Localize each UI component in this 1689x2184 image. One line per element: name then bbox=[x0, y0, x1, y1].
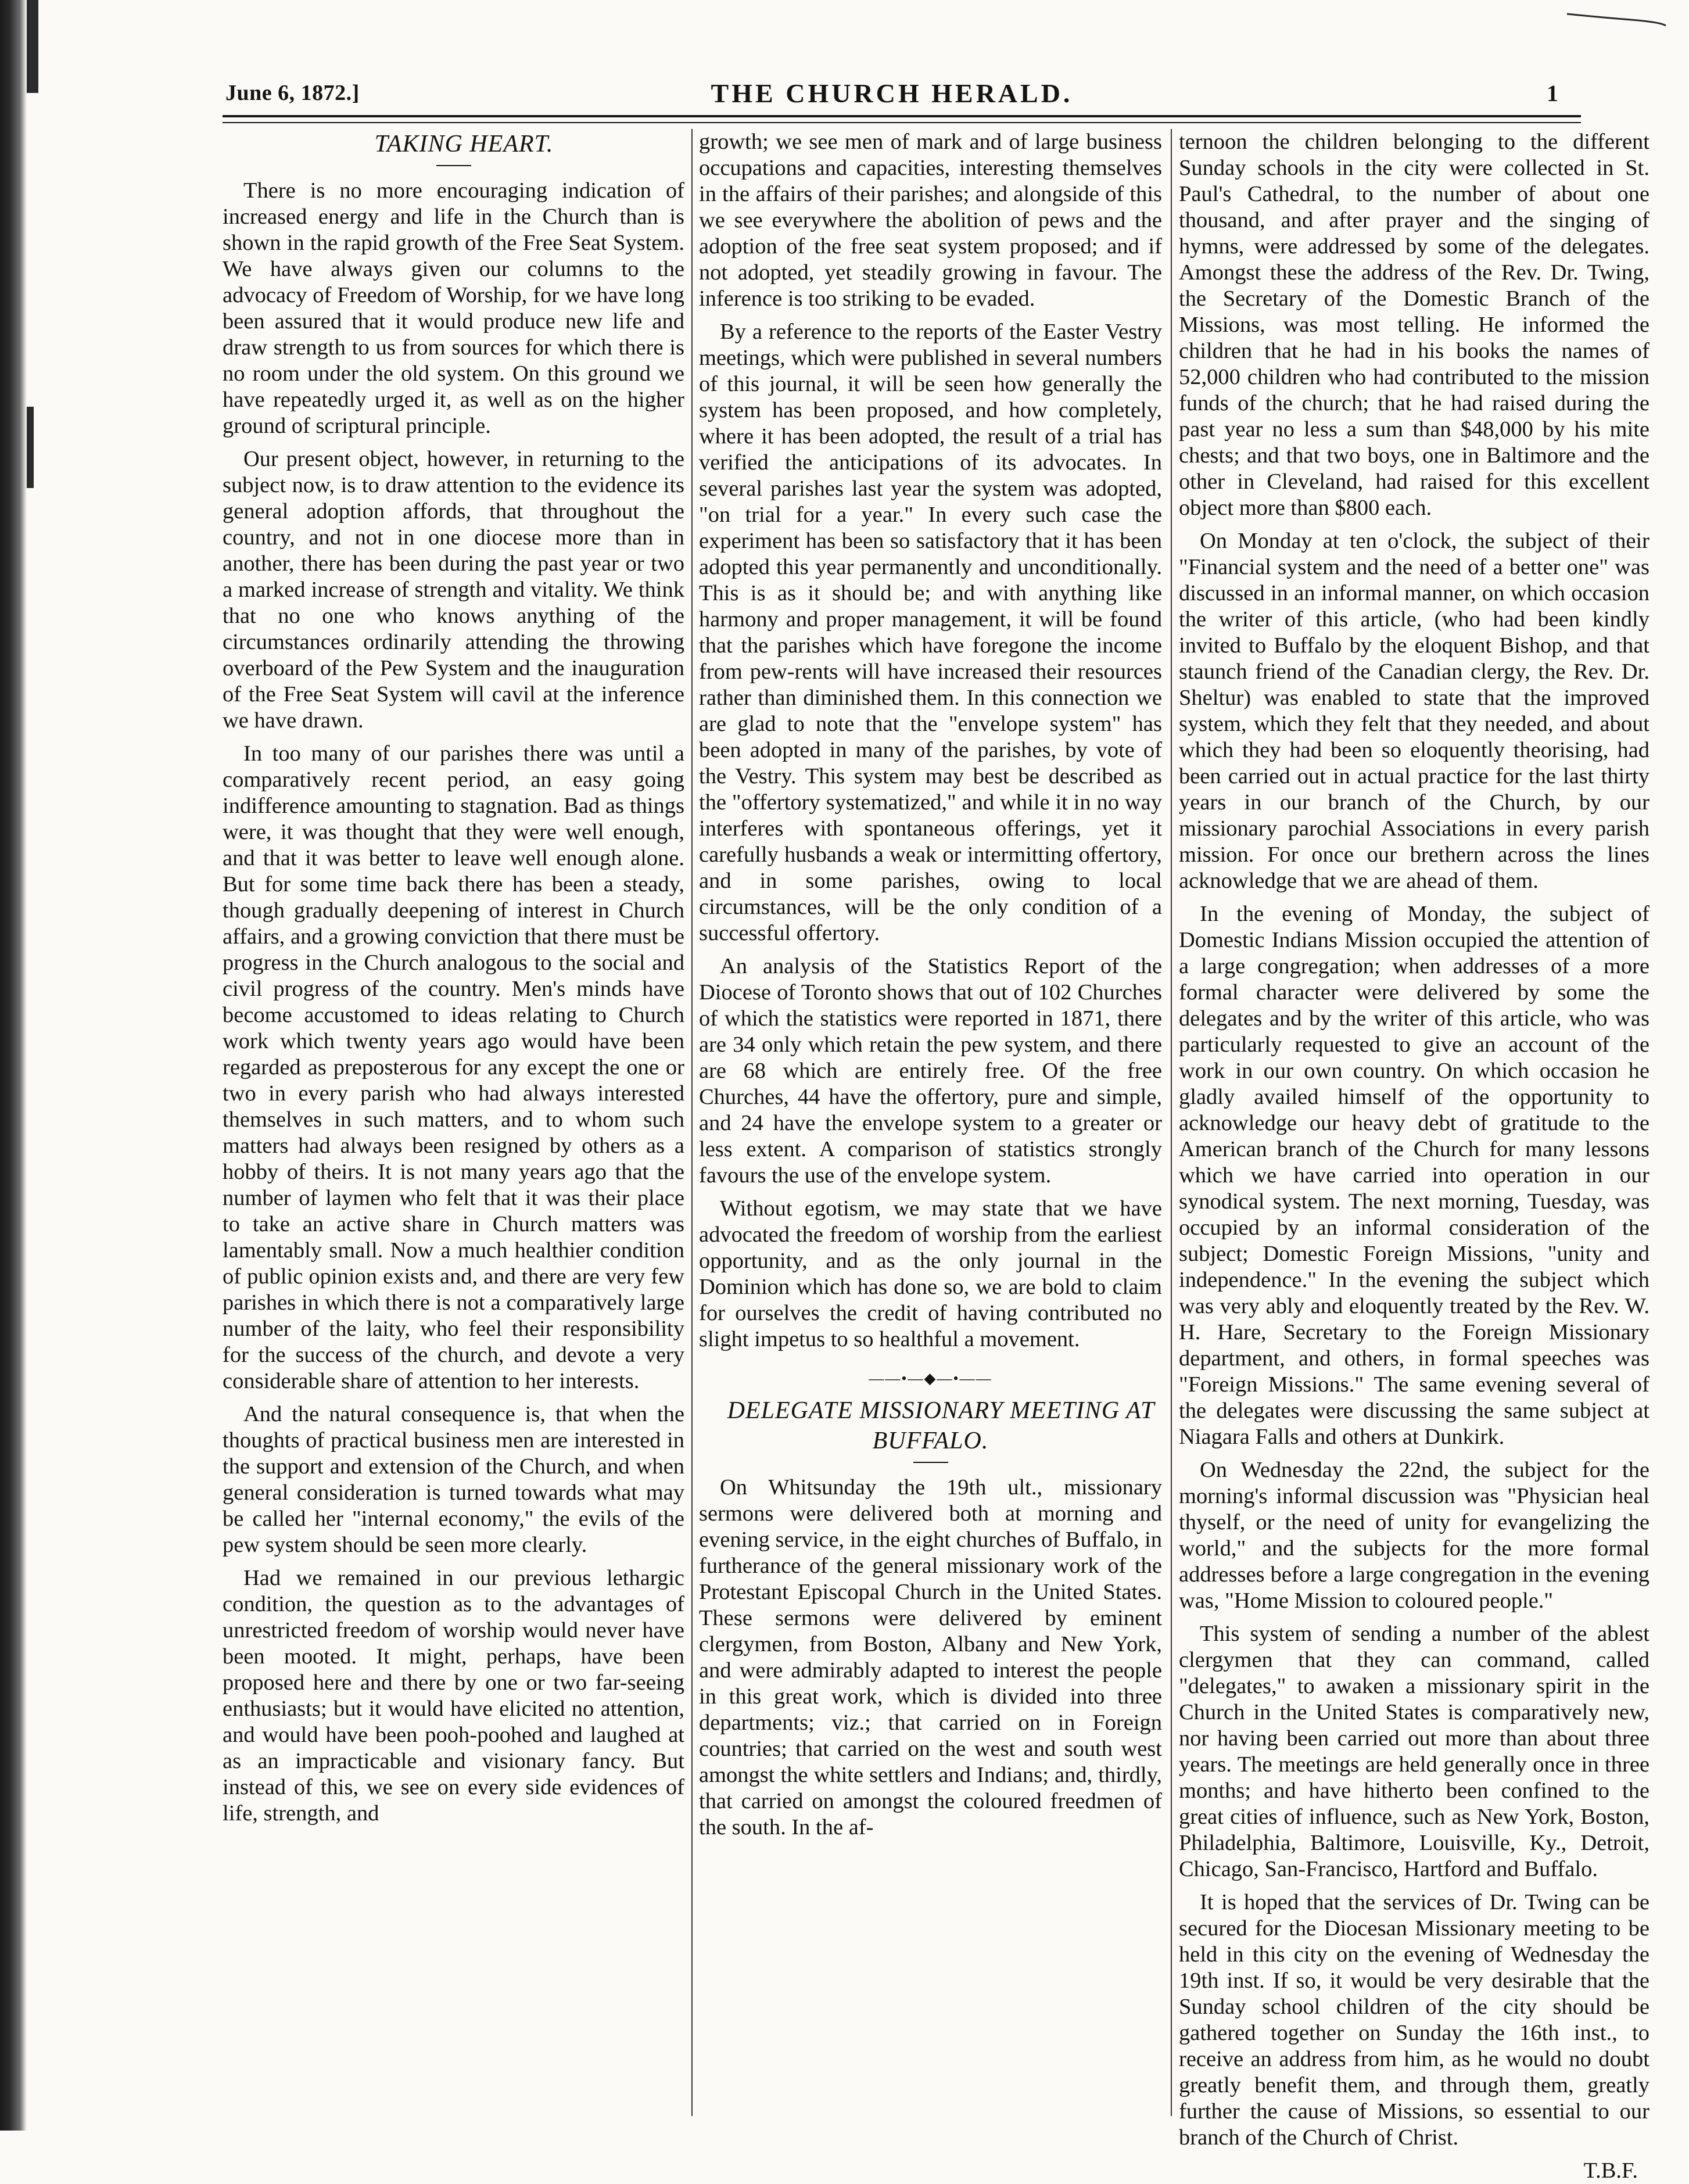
paragraph: In the evening of Monday, the subject of Domestic Indians Mission occupied the attention of a large congregation; when addresses of a more formal character were delivered by some the delegates and by the writer of this article, who was particularly requested to give an account of the work in our own country. On which occasion he gladly availed himself of the opportunity to acknowledge our heavy debt of gratitude to the American branch of the Church for many lessons which we have carried into operation in our synodical system. The next morning, Tuesday, was occupied by an informal consideration of the subject; Domestic Foreign Missions, "unity and independence." In the evening the subject which was very ably and eloquently treated by the Rev. W. H. Hare, Secretary to the Foreign Missionary department, and others, in formal speeches was "Foreign Missions." The same evening several of the delegates were discussing the same subject at Niagara Falls and others at Dunkirk. bbox=[1179, 902, 1649, 1449]
title-rule bbox=[913, 1462, 948, 1463]
paragraph: On Wednesday the 22nd, the subject for the morning's informal discussion was "Physician heal thyself, or the need of unity for evangelizing the world," and the subjects for the more formal addresses before a large congregation in the evening was, "Home Mission to coloured people." bbox=[1179, 1458, 1649, 1613]
issue-date: June 6, 1872.] bbox=[225, 81, 360, 105]
column-separator bbox=[1171, 129, 1172, 2116]
paragraph: Had we remained in our previous lethargic condition, the question as to the advantages of unrestricted freedom of worship would never have been mooted. It might, perhaps, have been proposed here and there by one or two far-seeing enthusiasts; but it would have elicited no attention, and would have been pooh-poohed and laughed at as an impracticable and visionary fancy. But instead of this, we see on every side evidences of life, strength, and bbox=[223, 1566, 684, 1826]
column-1 bbox=[223, 129, 684, 2116]
title-rule bbox=[436, 165, 471, 166]
paragraph: This system of sending a number of the ablest clergymen that they can command, called "delegates," to awaken a missionary spirit in the Church in the United States is comparatively new, nor having been carried out more than about three years. The meetings are held generally once in three months; and have hitherto been confined to the great cities of influence, such as New York, Boston, Philadelphia, Baltimore, Louisville, Ky., Detroit, Chicago, San-Francisco, Hartford and Buffalo. bbox=[1179, 1622, 1649, 1881]
section-ornament: ——•—◆—•—— bbox=[869, 1370, 992, 1387]
paragraph: Without egotism, we may state that we have advocated the freedom of worship from the earliest opportunity, and as the only journal in the Dominion which has done so, we are bold to claim for ourselves the credit of having contributed no slight impetus to so healthful a movement. bbox=[699, 1196, 1162, 1351]
paragraph: On Monday at ten o'clock, the subject of their "Financial system and the need of a better one" was discussed in an informal manner, on which occasion the writer of this article, (who had been kindly invited to Buffalo by the eloquent Bishop, and that staunch friend of the Canadian clergy, the Rev. Dr. Sheltur) was enabled to state that the improved system, which they felt that they needed, and about which they had been so eloquently theorising, had been carried out in actual practice for the last thirty years in our branch of the Church, by our missionary parochial Associations in every parish mission. For once our brethern across the lines acknowledge that we are ahead of them. bbox=[1179, 529, 1649, 893]
column-2 bbox=[699, 129, 1162, 2116]
masthead: THE CHURCH HERALD. bbox=[711, 78, 1073, 108]
paragraph: Our present object, however, in returning to the subject now, is to draw attention to the evidence its general adoption affords, that throughout the country, and not in one diocese more than in another, there has been during the past year or two a marked increase of strength and vitality. We think that no one who knows anything of the circumstances ordinarily attending the throwing overboard of the Pew System and the inauguration of the Free Seat System will cavil at the inference we have drawn. bbox=[223, 447, 684, 733]
paragraph: There is no more encouraging indication of increased energy and life in the Church than is shown in the rapid growth of the Free Seat System. We have always given our columns to the advocacy of Freedom of Worship, for we have long been assured that it would produce new life and draw strength to us from sources for which there is no room under the old system. On this ground we have repeatedly urged it, as well as on the higher ground of scriptural principle. bbox=[223, 178, 684, 438]
paragraph: By a reference to the reports of the Easter Vestry meetings, which were published in several numbers of this journal, it will be seen how generally the system has been proposed, and how completely, where it has been adopted, the result of a trial has verified the anticipations of its advocates. In several parishes last year the system was adopted, "on trial for a year." In every such case the experiment has been so satisfactory that it has been adopted this year permanently and unconditionally. This is as it should be; and with anything like harmony and proper management, it will be found that the parishes which have foregone the income from pew-rents will have increased their resources rather than diminished them. In this connection we are glad to note that the "envelope system" has been adopted in many of the parishes, by vote of the Vestry. This system may best be described as the "offertory systematized," and while it in no way interferes with spontaneous offerings, yet it carefully husbands a weak or intermitting offertory, and in some parishes, owing to local circumstances, will be the only condition of a successful offertory. bbox=[699, 320, 1162, 945]
header-rule bbox=[223, 115, 1581, 123]
binding-streak bbox=[27, 407, 34, 488]
column-3 bbox=[1179, 129, 1649, 2183]
article-title-delegate-meeting: DELEGATE MISSIONARY MEETING AT BUFFALO. bbox=[727, 1397, 1155, 1454]
paragraph: growth; we see men of mark and of large business occupations and capacities, interesting themselves in the affairs of their parishes; and alongside of this we see everywhere the abolition of pews and the adoption of the free seat system proposed; and if not adopted, yet steadily growing in favour. The inference is too striking to be evaded. bbox=[699, 130, 1162, 311]
binding-streak bbox=[27, 0, 38, 93]
paragraph: On Whitsunday the 19th ult., missionary sermons were delivered both at morning and evening service, in the eight churches of Buffalo, in furtherance of the general missionary work of the Protestant Episcopal Church in the United States. These sermons were delivered by eminent clergymen, from Boston, Albany and New York, and were admirably adapted to interest the people in this great work, which is divided into three departments; viz.; that carried on in Foreign countries; that carried on the west and south west amongst the white settlers and Indians; and, thirdly, that carried on amongst the coloured freedmen of the south. In the af- bbox=[699, 1475, 1162, 1839]
corner-scratch-mark bbox=[1567, 10, 1666, 28]
article-title-taking-heart: TAKING HEART. bbox=[374, 131, 554, 157]
signature: T.B.F. bbox=[1583, 2158, 1638, 2183]
column-separator bbox=[691, 129, 693, 2116]
paragraph: ternoon the children belonging to the different Sunday schools in the city were collected in St. Paul's Cathedral, to the number of about one thousand, and after prayer and the singing of hymns, were addressed by some of the delegates. Amongst these the address of the Rev. Dr. Twing, the Secretary of the Domestic Branch of the Missions, was most telling. He informed the children that he had in his books the names of 52,000 children who had contributed to the mission funds of the church; that he had raised during the past year no less a sum than $48,000 by his mite chests; and that two boys, one in Baltimore and the other in Cleveland, had raised for this excellent object more than $800 each. bbox=[1179, 130, 1649, 520]
page-number: 1 bbox=[1547, 80, 1558, 106]
paragraph: It is hoped that the services of Dr. Twing can be secured for the Diocesan Missionary meeting to be held in this city on the evening of Wednesday the 19th inst. If so, it would be very desirable that the Sunday school children of the city should be gathered together on Sunday the 16th inst., to receive an address from him, as he would no doubt greatly benefit them, and through them, greatly further the cause of Missions, so essential to our branch of the Church of Christ. bbox=[1179, 1890, 1649, 2150]
paragraph: In too many of our parishes there was until a comparatively recent period, an easy going indifference amounting to stagnation. Bad as things were, it was thought that they were well enough, and that it was better to leave well enough alone. But for some time back there has been a steady, though gradually deepening of interest in Church affairs, and a growing conviction that there must be progress in the Church analogous to the social and civil progress of the country. Men's minds have become accustomed to ideas relating to Church work which twenty years ago would have been regarded as preposterous for any except the one or two in every parish who had always interested themselves in such matters, and to whom such matters had always been resigned by others as a hobby of theirs. It is not many years ago that the number of laymen who felt that it was their place to take an active share in Church matters was lamentably small. Now a much healthier condition of public opinion exists and, and there are very few parishes in which there is not a comparatively large number of the laity, who feel their responsibility for the success of the church, and devote a very considerable share of attention to her interests. bbox=[223, 741, 684, 1393]
paragraph: And the natural consequence is, that when the thoughts of practical business men are interested in the support and extension of the Church, and when general consideration is turned towards what may be called her "internal economy," the evils of the pew system should be seen more clearly. bbox=[223, 1402, 684, 1557]
page-binding-shadow bbox=[0, 0, 27, 2131]
page-header bbox=[225, 76, 1558, 110]
paragraph: An analysis of the Statistics Report of the Diocese of Toronto shows that out of 102 Churches of which the statistics were reported in 1871, there are 34 only which retain the pew system, and there are 68 which are entirely free. Of the free Churches, 44 have the offertory, pure and simple, and 24 have the envelope system to a greater or less extent. A comparison of statistics strongly favours the use of the envelope system. bbox=[699, 954, 1162, 1188]
